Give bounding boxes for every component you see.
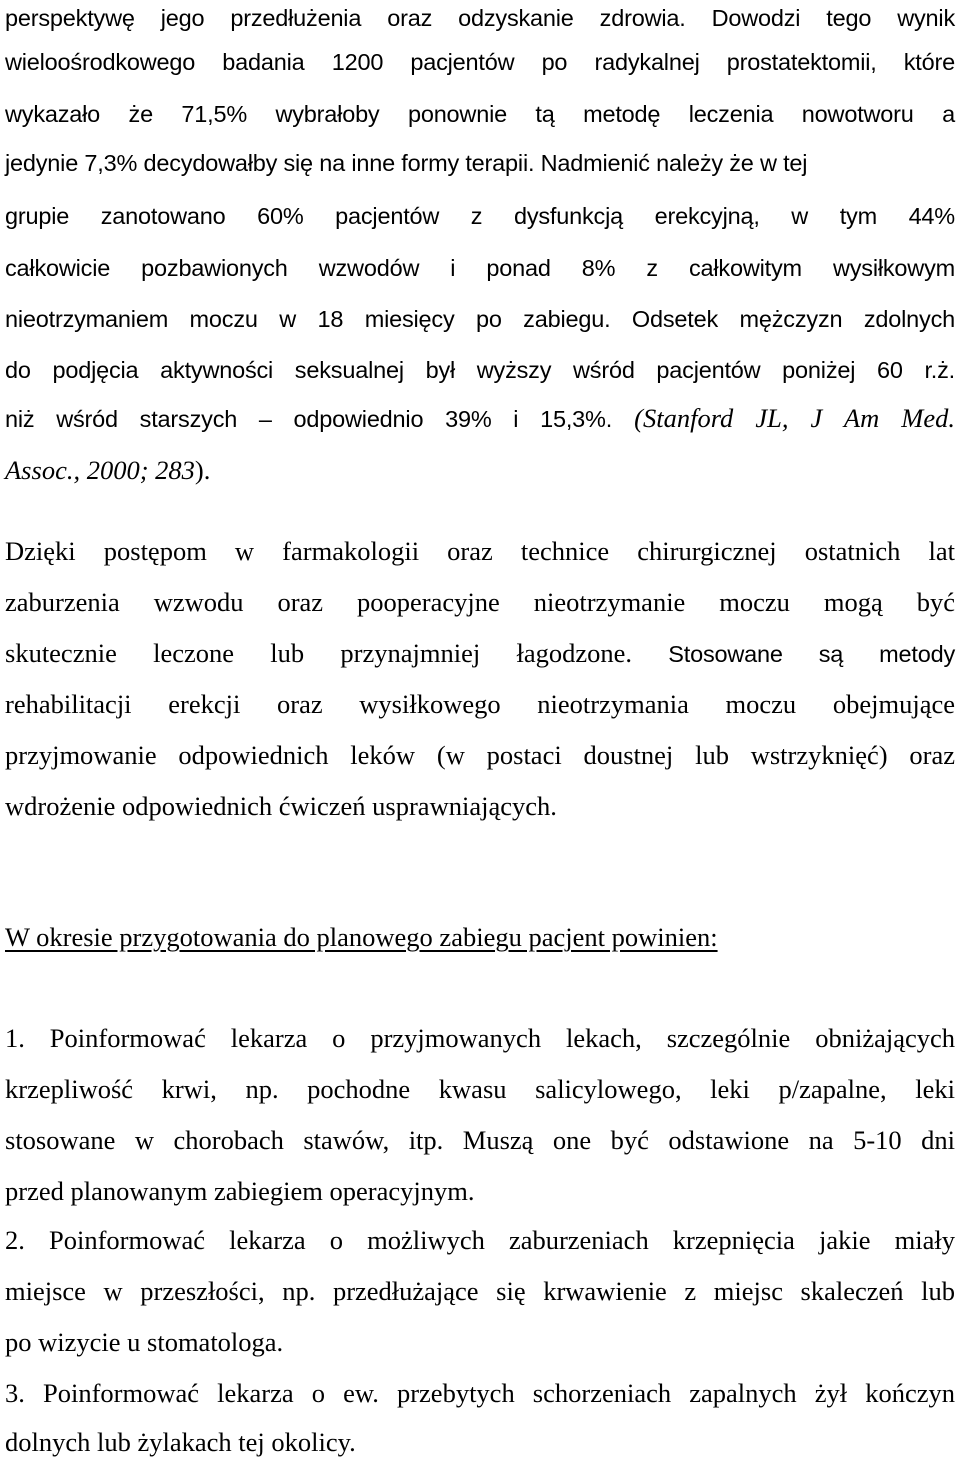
paragraph-2-line-3: skutecznie leczone lub przynajmniej łagodzone. Stosowane są metody — [5, 638, 955, 668]
paragraph-1-line-9 — [5, 401, 955, 435]
paragraph-1-line-5: grupie zanotowano 60% pacjentów z dysfunkcją erekcyjną, w tym 44% — [5, 203, 955, 229]
paragraph-1-line-7: nieotrzymaniem moczu w 18 miesięcy po zabiegu. Odsetek mężczyzn zdolnych — [5, 306, 955, 332]
paragraph-1-line-10 — [5, 453, 955, 487]
list-item-1-line-2: krzepliwość krwi, np. pochodne kwasu salicylowego, leki p/zapalne, leki — [5, 1074, 955, 1104]
list-item-2-line-2: miejsce w przeszłości, np. przedłużające się krwawienie z miejsc skaleczeń lub — [5, 1276, 955, 1306]
paragraph-1-closing: ). — [194, 455, 211, 485]
paragraph-1-citation: (Stanford JL, J Am Med. — [634, 403, 956, 433]
paragraph-1-line-4 — [5, 146, 955, 180]
paragraph-2-line-5: przyjmowanie odpowiednich leków (w postaci doustnej lub wstrzyknięć) oraz — [5, 740, 955, 770]
list-item-3-line-2: dolnych lub żylakach tej okolicy. — [5, 1427, 356, 1457]
paragraph-2-line-6: wdrożenie odpowiednich ćwiczeń usprawniających. — [5, 791, 557, 821]
list-item-1-line-4: przed planowanym zabiegiem operacyjnym. — [5, 1176, 475, 1206]
list-item-1-line-3: stosowane w chorobach stawów, itp. Muszą one być odstawione na 5-10 dni — [5, 1125, 955, 1155]
paragraph-1-line-4-a: jedynie 7,3% decydowałby się na inne formy terapii. — [5, 150, 535, 176]
paragraph-2-line-4: rehabilitacji erekcji oraz wysiłkowego nieotrzymania moczu obejmujące — [5, 689, 955, 719]
list-item-3-line-1: 3. Poinformować lekarza o ew. przebytych schorzeniach zapalnych żył kończyn — [5, 1378, 955, 1408]
list-item-2-line-1: 2. Poinformować lekarza o możliwych zaburzeniach krzepnięcia jakie miały — [5, 1225, 955, 1255]
paragraph-1-line-6: całkowicie pozbawionych wzwodów i ponad 8% z całkowitym wysiłkowym — [5, 255, 955, 281]
paragraph-1-line-9-a: niż wśród starszych – odpowiednio 39% i 15,3%. — [5, 406, 613, 432]
paragraph-2-line-1: Dzięki postępom w farmakologii oraz technice chirurgicznej ostatnich lat — [5, 536, 955, 566]
section-heading-text: W okresie przygotowania do planowego zabiegu pacjent powinien: — [5, 922, 718, 952]
paragraph-1-line-4-b: Nadmienić należy że w tej — [540, 150, 808, 176]
paragraph-1-citation-end: Assoc., 2000; 283 — [5, 455, 195, 485]
section-heading — [5, 920, 955, 954]
list-item-2-line-3: po wizycie u stomatologa. — [5, 1327, 284, 1357]
paragraph-1-line-8: do podjęcia aktywności seksualnej był wyższy wśród pacjentów poniżej 60 r.ż. — [5, 357, 955, 383]
paragraph-1-line-2: wieloośrodkowego badania 1200 pacjentów po radykalnej prostatektomii, które — [5, 49, 955, 75]
paragraph-1-line-3: wykazało że 71,5% wybrałoby ponownie tą metodę leczenia nowotworu a — [5, 101, 955, 127]
list-item-1-line-1: 1. Poinformować lekarza o przyjmowanych lekach, szczególnie obniżających — [5, 1023, 955, 1053]
paragraph-2-line-2: zaburzenia wzwodu oraz pooperacyjne nieotrzymanie moczu mogą być — [5, 587, 955, 617]
paragraph-1-line-1: perspektywę jego przedłużenia oraz odzyskanie zdrowia. Dowodzi tego wynik — [5, 5, 955, 31]
